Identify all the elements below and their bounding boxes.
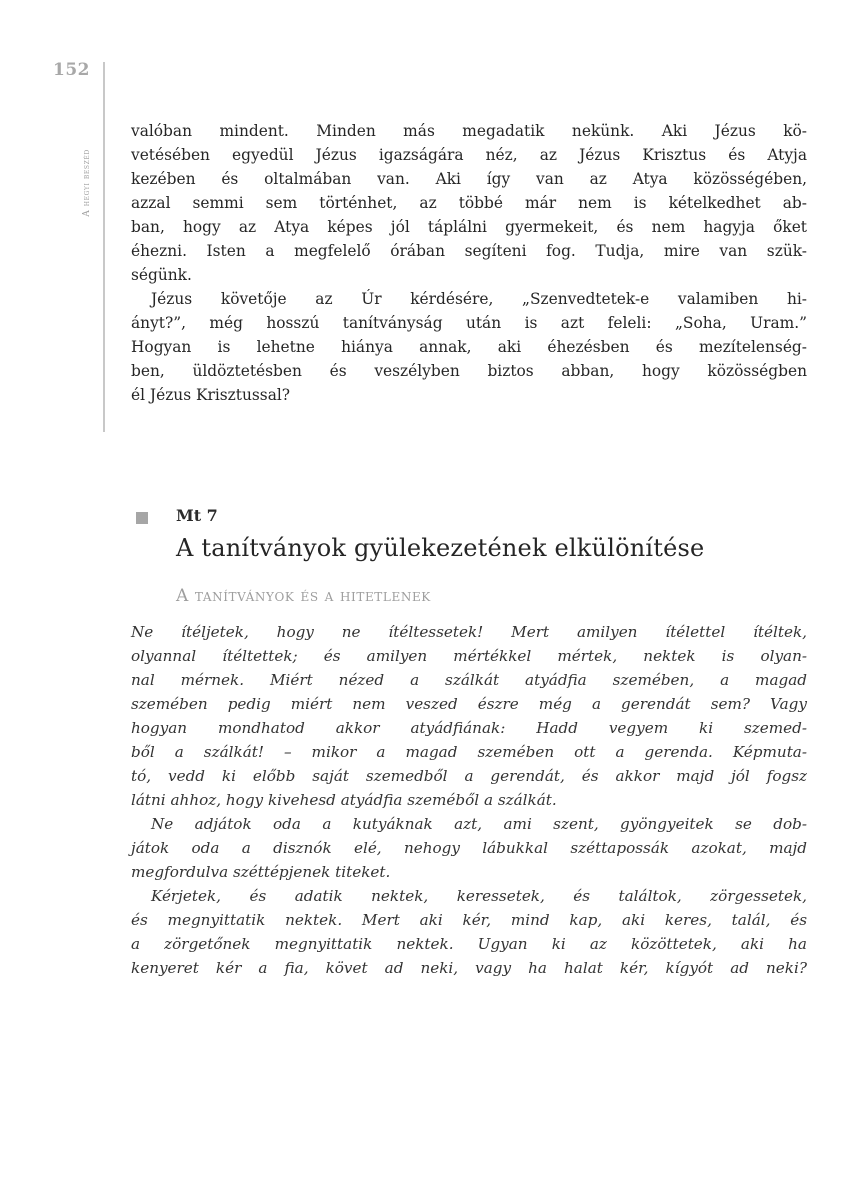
scripture-line: és megnyittatik nektek. Mert aki kér, mind kap, aki keres, talál, és <box>131 911 807 929</box>
margin-rule <box>103 62 105 432</box>
scripture-line: Ne ítéljetek, hogy ne ítéltessetek! Mert amilyen ítélettel ítéltek, <box>131 623 807 641</box>
text-line: Jézus követője az Úr kérdésére, „Szenvedtetek-e valamiben hi- <box>151 290 807 308</box>
scripture-line: látni ahhoz, hogy kivehesd atyádfia szeméből a szálkát. <box>131 791 557 809</box>
scripture-line: hogyan mondhatod akkor atyádfiának: Hadd vegyem ki szemed- <box>131 719 807 737</box>
scripture-line: kenyeret kér a fia, követ ad neki, vagy ha halat kér, kígyót ad neki? <box>131 959 807 977</box>
running-head-text: A hegyi beszéd <box>82 149 92 217</box>
scripture-line: tó, vedd ki előbb saját szemedből a gerendát, és akkor majd jól fogsz <box>131 767 807 785</box>
section-reference: Mt 7 <box>176 506 218 525</box>
text-line: ányt?”, még hosszú tanítványság után is azt feleli: „Soha, Uram.” <box>131 314 807 332</box>
section-title: A tanítványok gyülekezetének elkülönítése <box>176 534 705 562</box>
text-line: él Jézus Krisztussal? <box>131 386 291 404</box>
scripture-line: a zörgetőnek megnyittatik nektek. Ugyan ki az közöttetek, aki ha <box>131 935 807 953</box>
scripture-text <box>131 620 807 980</box>
text-line: ségünk. <box>131 266 192 284</box>
section-bullet-icon <box>136 512 148 524</box>
scripture-line: nal mérnek. Miért nézed a szálkát atyádfia szemében, a magad <box>131 671 807 689</box>
text-line: kezében és oltalmában van. Aki így van az Atya közösségében, <box>131 170 807 188</box>
text-line: azzal semmi sem történhet, az többé már nem is kételkedhet ab- <box>131 194 807 212</box>
text-line: valóban mindent. Minden más megadatik nekünk. Aki Jézus kö- <box>131 122 807 140</box>
scripture-line: Ne adjátok oda a kutyáknak azt, ami szent, gyöngyeitek se dob- <box>151 815 807 833</box>
scripture-line: ből a szálkát! – mikor a magad szemében ott a gerenda. Képmuta- <box>131 743 807 761</box>
text-line: éhezni. Isten a megfelelő órában segíteni fog. Tudja, mire van szük- <box>131 242 807 260</box>
running-head <box>80 118 94 248</box>
scripture-line: szemében pedig miért nem veszed észre még a gerendát sem? Vagy <box>131 695 807 713</box>
text-line: ben, üldöztetésben és veszélyben biztos abban, hogy közösségben <box>131 362 807 380</box>
section-subtitle: A tanítványok és a hitetlenek <box>176 586 431 606</box>
text-line: ban, hogy az Atya képes jól táplálni gyermekeit, és nem hagyja őket <box>131 218 807 236</box>
text-line: Hogyan is lehetne hiánya annak, aki éhezésben és mezítelenség- <box>131 338 807 356</box>
scripture-line: játok oda a disznók elé, nehogy lábukkal széttapossák azokat, majd <box>131 839 807 857</box>
text-line: vetésében egyedül Jézus igazságára néz, az Jézus Krisztus és Atyja <box>131 146 807 164</box>
page-number: 152 <box>53 60 90 80</box>
scripture-line: Kérjetek, és adatik nektek, keressetek, és találtok, zörgessetek, <box>151 887 807 905</box>
scripture-line: olyannal ítéltettek; és amilyen mértékkel mértek, nektek is olyan- <box>131 647 807 665</box>
scripture-line: megfordulva széttépjenek titeket. <box>131 863 391 881</box>
body-text-top <box>131 119 807 407</box>
